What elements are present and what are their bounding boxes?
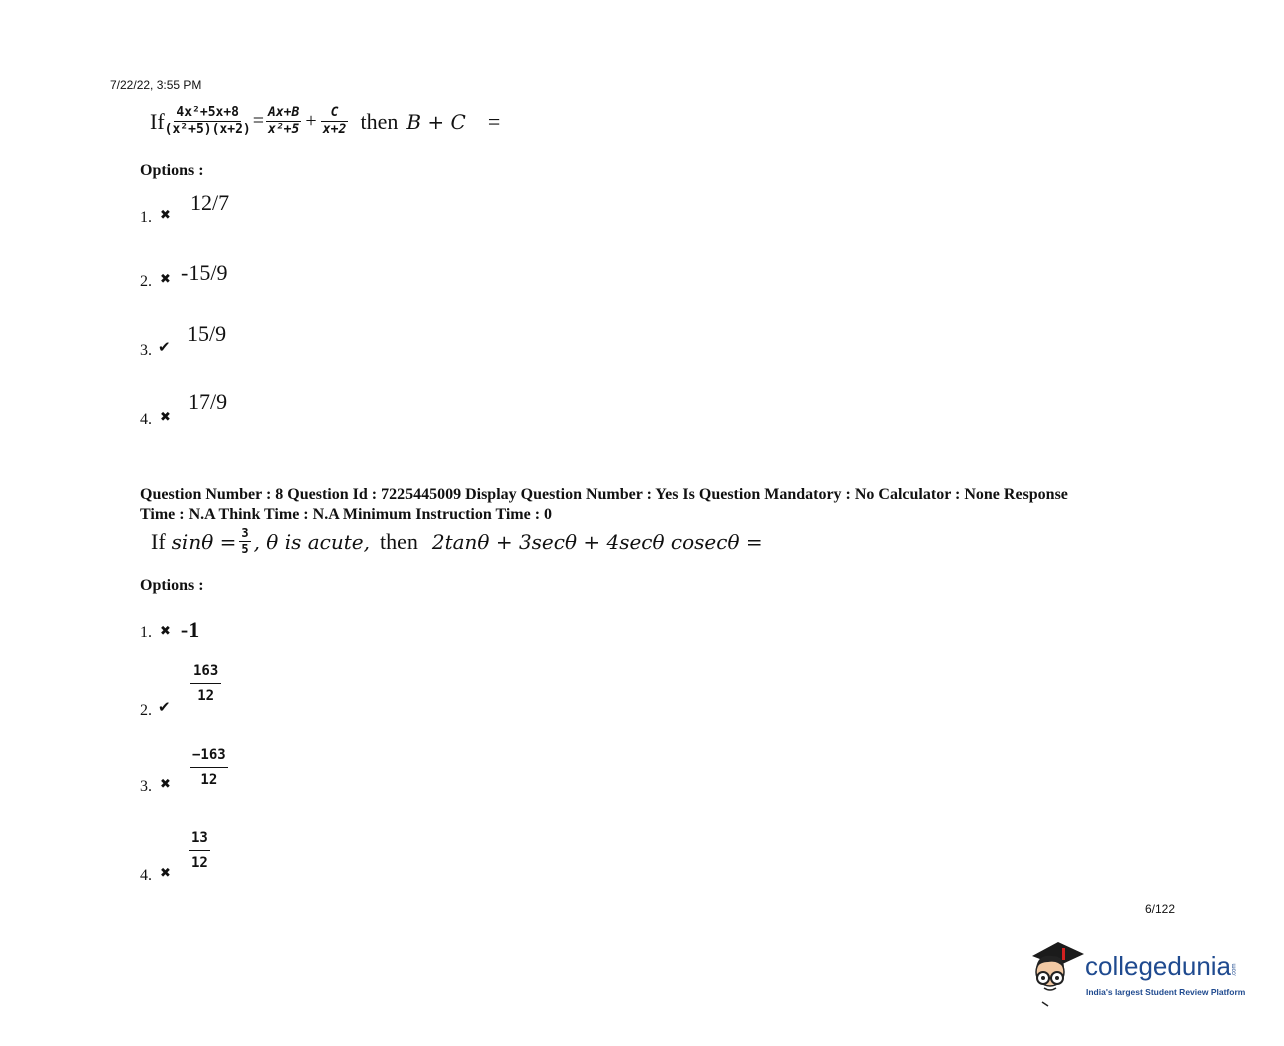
q2-expression-a: sinθ = bbox=[171, 529, 237, 554]
fraction-denominator: 12 bbox=[200, 772, 218, 789]
q2-meta-line-1: Question Number : 8 Question Id : 7225445009 Display Question Number : Yes Is Question Mandatory : No Calculator : None Response bbox=[140, 486, 1068, 503]
print-timestamp: 7/22/22, 3:55 PM bbox=[110, 78, 202, 92]
q2-options-label: Options : bbox=[140, 577, 204, 594]
cross-icon: ✖ bbox=[160, 866, 171, 881]
brand-name bbox=[1085, 952, 1241, 988]
cross-icon: ✖ bbox=[160, 624, 171, 639]
q1-term2-fraction bbox=[321, 106, 349, 138]
cross-icon: ✖ bbox=[160, 777, 171, 792]
collegedunia-logo bbox=[1022, 940, 1262, 1010]
q1-option-3-value: 15/9 bbox=[187, 321, 227, 346]
q2-option-2-value bbox=[190, 664, 221, 705]
check-icon: ✔ bbox=[158, 698, 171, 716]
mascot-icon bbox=[1024, 940, 1088, 1008]
q2-meta-line-2: Time : N.A Think Time : N.A Minimum Instruction Time : 0 bbox=[140, 506, 553, 523]
q1-option-4-value: 17/9 bbox=[188, 389, 228, 414]
q2-expression-b: , θ is acute, bbox=[253, 529, 370, 554]
brand-wordmark: collegedunia bbox=[1085, 951, 1232, 981]
q1-tail-expression: B + C bbox=[406, 109, 466, 134]
question-1-statement bbox=[150, 106, 500, 138]
q1-term2-numerator: C bbox=[321, 106, 349, 122]
check-icon: ✔ bbox=[158, 338, 171, 356]
q1-lhs-denominator: (x²+5)(x+2) bbox=[164, 122, 251, 138]
fraction-numerator: 13 bbox=[189, 831, 210, 851]
q2-then-word: then bbox=[379, 528, 418, 554]
cross-icon: ✖ bbox=[160, 272, 171, 287]
q1-tail-equals: = bbox=[487, 108, 501, 134]
q2-fraction-denominator: 5 bbox=[241, 542, 249, 557]
q2-option-1 bbox=[140, 617, 199, 643]
q2-fraction bbox=[239, 527, 250, 556]
fraction-numerator: −163 bbox=[190, 748, 228, 768]
q2-option-4 bbox=[140, 867, 171, 885]
q1-option-2-value: -15/9 bbox=[181, 260, 228, 285]
q1-term2-denominator: x+2 bbox=[322, 122, 347, 138]
option-number: 3. bbox=[140, 778, 152, 795]
q2-meta bbox=[140, 485, 1170, 525]
option-number: 3. bbox=[140, 342, 152, 359]
q1-lhs-numerator: 4x²+5x+8 bbox=[174, 106, 241, 122]
fraction-denominator: 12 bbox=[197, 688, 215, 705]
question-2-statement bbox=[151, 527, 763, 556]
cross-icon: ✖ bbox=[160, 410, 171, 425]
option-number: 4. bbox=[140, 411, 152, 428]
option-number: 2. bbox=[140, 273, 152, 290]
q2-option-4-value bbox=[189, 831, 210, 872]
q1-option-3 bbox=[140, 338, 171, 360]
option-number: 1. bbox=[140, 209, 152, 226]
q1-if-word: If bbox=[150, 108, 165, 134]
q1-plus: + bbox=[305, 110, 317, 133]
q1-option-2 bbox=[140, 273, 171, 291]
q2-option-2 bbox=[140, 698, 171, 720]
q1-option-1-value: 12/7 bbox=[190, 190, 230, 215]
fraction-numerator: 163 bbox=[190, 664, 221, 684]
q2-fraction-numerator: 3 bbox=[239, 527, 250, 542]
q2-option-1-value: -1 bbox=[180, 617, 200, 642]
q1-option-4 bbox=[140, 411, 171, 429]
page-number: 6/122 bbox=[1145, 902, 1176, 916]
q1-then-word: then bbox=[360, 108, 399, 134]
q2-option-3 bbox=[140, 778, 171, 796]
fraction-denominator: 12 bbox=[191, 855, 208, 872]
q1-lhs-fraction bbox=[165, 106, 251, 138]
brand-suffix: .com bbox=[1231, 963, 1238, 977]
q1-options-label: Options : bbox=[140, 162, 204, 179]
option-number: 2. bbox=[140, 702, 152, 719]
q1-option-1 bbox=[140, 209, 171, 227]
cross-icon: ✖ bbox=[160, 208, 171, 223]
q2-option-3-value bbox=[190, 748, 228, 789]
q1-term1-fraction bbox=[266, 106, 301, 138]
q1-term1-numerator: Ax+B bbox=[266, 106, 301, 122]
brand-tagline: India's largest Student Review Platform bbox=[1086, 987, 1246, 997]
option-number: 1. bbox=[140, 624, 152, 641]
q2-expression-c: 2tanθ + 3secθ + 4secθ cosecθ = bbox=[431, 529, 763, 554]
q1-equals: = bbox=[252, 110, 265, 133]
q2-if-word: If bbox=[151, 528, 166, 554]
q1-term1-denominator: x²+5 bbox=[268, 122, 300, 138]
option-number: 4. bbox=[140, 867, 152, 884]
